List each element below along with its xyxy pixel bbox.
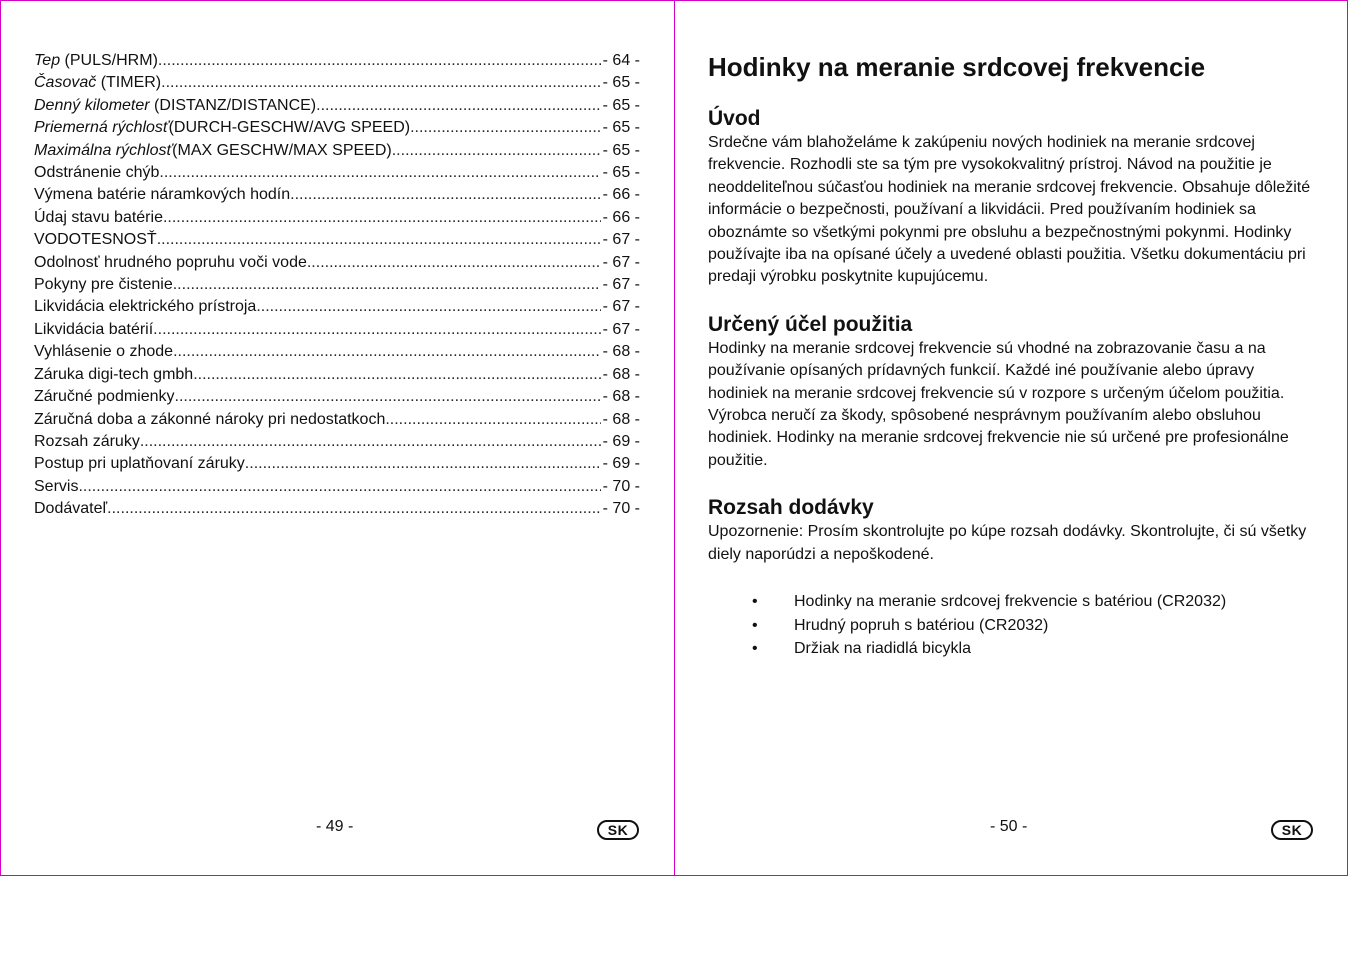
toc-entry: Údaj stavu batérie ..... - 66 - (34, 207, 640, 229)
section-heading: Rozsah dodávky (708, 496, 874, 520)
left-page (0, 0, 674, 876)
toc-entry: Denný kilometer (DISTANZ/DISTANCE) ..... - 65 - (34, 95, 640, 117)
scope-note: Upozornenie: Prosím skontrolujte po kúpe rozsah dodávky. Skontrolujte, či sú všetky diely naporúdzi a nepoškodené. (708, 523, 1307, 563)
toc-page-number: - 67 - (602, 298, 640, 316)
toc-page-number: - 65 - (602, 141, 640, 159)
list-item: • Hrudný popruh s batériou (CR2032) (708, 614, 1318, 638)
toc-entry: Likvidácia batérií ..... - 67 - (34, 319, 640, 341)
toc-page-number: - 68 - (602, 365, 640, 383)
toc-entry: Postup pri uplatňovaní záruky ..... - 69 - (34, 453, 640, 475)
toc-entry: Odolnosť hrudného popruhu voči vode ..... - 67 - (34, 252, 640, 274)
toc-page-number: - 67 - (602, 276, 640, 294)
language-badge: SK (1271, 820, 1313, 840)
toc-page-number: - 64 - (602, 52, 640, 69)
toc-page-number: - 70 - (602, 477, 640, 495)
right-page (675, 0, 1348, 876)
bullet-icon: • (752, 640, 758, 658)
toc-entry: Dodávateľ ..... - 70 - (34, 498, 640, 520)
toc-page-number: - 65 - (602, 119, 640, 137)
table-of-contents (34, 50, 640, 521)
toc-entry: Záručná doba a zákonné nároky pri nedostatkoch ..... - 68 - (34, 409, 640, 431)
page-title: Hodinky na meranie srdcovej frekvencie (708, 52, 1206, 82)
toc-page-number: - 65 - (602, 96, 640, 114)
list-item: • Hodinky na meranie srdcovej frekvencie s batériou (CR2032) (708, 590, 1318, 614)
section-heading: Určený účel použitia (708, 312, 913, 336)
toc-page-number: - 65 - (602, 164, 640, 182)
intended-use-section (708, 312, 1318, 472)
page-content (708, 50, 1318, 684)
toc-page-number: - 69 - (602, 455, 640, 473)
toc-entry: Tep (PULS/HRM) ..... - 64 - (34, 50, 640, 72)
toc-page-number: - 68 - (602, 388, 640, 406)
toc-entry: Záručné podmienky ..... - 68 - (34, 386, 640, 408)
toc-entry: Priemerná rýchlosť(DURCH-GESCHW/AVG SPEED) ..... - 65 - (34, 117, 640, 139)
toc-page-number: - 68 - (602, 410, 640, 428)
bullet-icon: • (752, 593, 758, 611)
toc-page-number: - 66 - (602, 186, 640, 204)
language-badge: SK (597, 820, 639, 840)
toc-page-number: - 66 - (602, 208, 640, 226)
toc-entry: Výmena batérie náramkových hodín ..... - 66 - (34, 184, 640, 206)
scope-list (708, 590, 1318, 661)
toc-entry: Časovač (TIMER) ..... - 65 - (34, 72, 640, 94)
toc-entry: Rozsah záruky ..... - 69 - (34, 431, 640, 453)
page-number: - 50 - (990, 818, 1028, 835)
scope-section (708, 495, 1318, 660)
intro-section (708, 106, 1318, 289)
toc-page-number: - 69 - (602, 432, 640, 450)
toc-entry: Pokyny pre čistenie ..... - 67 - (34, 274, 640, 296)
section-heading: Úvod (708, 107, 761, 130)
toc-page-number: - 68 - (602, 343, 640, 361)
page-number: - 49 - (316, 818, 354, 835)
toc-entry: Záruka digi-tech gmbh ..... - 68 - (34, 364, 640, 386)
toc-page-number: - 67 - (602, 231, 640, 249)
toc-page-number: - 67 - (602, 320, 640, 338)
toc-entry: Maximálna rýchlosť(MAX GESCHW/MAX SPEED) ..... - 65 - (34, 140, 640, 162)
toc-entry: Vyhlásenie o zhode ..... - 68 - (34, 341, 640, 363)
toc-entry: Odstránenie chýb ..... - 65 - (34, 162, 640, 184)
section-text: Srdečne vám blahoželáme k zakúpeniu nových hodiniek na meranie srdcovej frekvencie. Rozhodli ste sa tým pre vysokokvalitný prístroj. Návod na použitie je neoddeliteľnou súčasťou hodiniek na meranie srdcovej frekvencie. Obsahuje dôležité informácie o bezpečnosti, používaní a likvidácii. Pred používaním hodiniek sa oboznámte so všetkými pokynmi pre obsluhu a bezpečnostnými pokynmi. Hodinky používajte iba na opísané účely a uvedené oblasti použitia. Všetku dokumentáciu pri predaji výrobku poskytnite kupujúcemu. (708, 134, 1311, 286)
toc-page-number: - 67 - (602, 253, 640, 271)
toc-page-number: - 70 - (602, 500, 640, 518)
list-item: • Držiak na riadidlá bicykla (708, 637, 1318, 661)
toc-page-number: - 65 - (602, 74, 640, 92)
toc-entry: Likvidácia elektrického prístroja ..... - 67 - (34, 296, 640, 318)
bullet-icon: • (752, 616, 758, 634)
toc-entry: Servis ..... - 70 - (34, 476, 640, 498)
toc-entry: VODOTESNOSŤ ..... - 67 - (34, 229, 640, 251)
section-text: Hodinky na meranie srdcovej frekvencie sú vhodné na zobrazovanie času a na používanie opísaných prídavných funkcií. Každé iné používanie alebo úpravy hodiniek na meranie srdcovej frekvencie sú v rozpore s určeným účelom použitia. Výrobca neručí za škody, spôsobené nesprávnym používaním alebo obsluhou hodiniek. Hodinky na meranie srdcovej frekvencie nie sú určené pre profesionálne použitie. (708, 339, 1289, 469)
